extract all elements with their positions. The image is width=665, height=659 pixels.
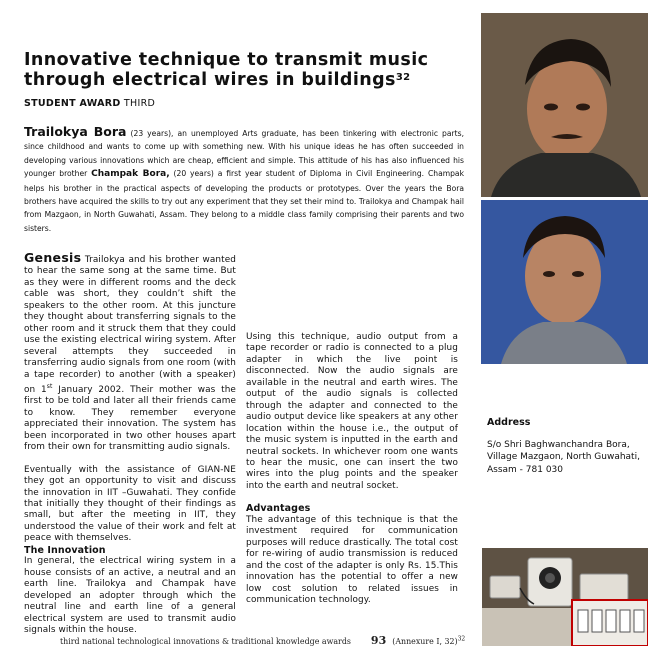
gian-paragraph: Eventually with the assistance of GIAN-NE they got an opportunity to visit and discuss the innovation in IIT –Guwahati. They confide that initially they thought of their findings as small, but after the meeting in IIT, they understood the value of their work and felt at peace with themselves.: [24, 464, 236, 544]
article-title: [24, 50, 464, 90]
intro-paragraph: [24, 125, 464, 235]
innovation-paragraph-2: Using this technique, audio output from a tape recorder or radio is connected to a plug adapter in which the live point is disconnected. Now the audio signals are available in the neutral and earth wires. The output of the audio signals is collected through the adapter and connected to the audio output device like speakers at any other location within the house i.e., the output of the music system is inputted in the earth and neutral sockets. In whichever room one wants to hear the music, one can insert the two wires into the plug points and the speaker into the earth and neutral socket.: [246, 332, 458, 491]
genesis-paragraph: [24, 252, 236, 454]
portrait-photo-champak: [481, 200, 648, 364]
title-reference: 32: [395, 72, 411, 83]
advantages-paragraph: The advantage of this technique is that the investment required for communication purposes will reduce drastically. The total cost for re-wiring of audio transmission is reduced and the cost of the adapter is only Rs. 15.This innovation has the potential to offer a new low cost solution to related issues in communication technology.: [246, 514, 458, 605]
annexure-sup: 32: [457, 635, 466, 643]
innovation-heading: The Innovation: [24, 544, 106, 556]
address-block: [487, 417, 647, 476]
innovation-paragraph-1: In general, the electrical wiring system in a house consists of an active, a neutral and an earth line. Trailokya and Champak have developed an adopter through which the neutral line and earth line of a general electrical system are used to transmit audio signals within the house.: [24, 556, 236, 636]
advantages-heading: Advantages: [246, 503, 311, 515]
device-photo: [482, 548, 648, 646]
intro-text-1: (23 years), an unemployed Arts graduate, has been tinkering with electronic parts, since childhood and wants to come up with something new. With his unique ideas he has often succeeded in developing various innovations which are cheap, efficient and simple. This attitude of his has also influenced his younger brother: [24, 129, 465, 179]
genesis-heading: Genesis: [24, 250, 82, 265]
ordinal-suffix: st: [46, 382, 53, 390]
annexure-ref: (Annexure I, 32): [392, 637, 458, 646]
innovator-name: Trailokya Bora: [24, 124, 127, 139]
column-left: [24, 252, 236, 636]
portrait-photo-trailokya: [481, 13, 648, 197]
page-number: 93: [370, 634, 387, 647]
device-illustration: [482, 548, 648, 646]
article-title-text: Innovative technique to transmit music through electrical wires in buildings: [24, 50, 429, 90]
award-label: STUDENT AWARD: [24, 98, 121, 109]
portrait-illustration: [481, 200, 648, 364]
genesis-text-a: Trailokya and his brother wanted to hear the same song at the same time. But as they were in different rooms and the deck cable was short, they couldn’t shift the speakers to the other room. At this juncture they thought about transferring signals to the other room and it struck them that they could use the existing electrical wiring system. After several attempts they succeeded in transferring audio signals from one room (with a tape recorder) to another (with a speaker) on 1: [24, 255, 236, 395]
address-text: S/o Shri Baghwanchandra Bora, Village Mazgaon, North Guwahati, Assam - 781 030: [487, 440, 640, 475]
column-right: [246, 252, 458, 606]
footer-caption: third national technological innovations & traditional knowledge awards: [60, 637, 351, 646]
portrait-illustration: [481, 13, 648, 197]
genesis-text-b: January 2002. Their mother was the first to be told and later all their friends came to know. They remember everyone appreciated their innovation. The system has been incorporated in two other houses apart from their own for transmitting audio signals.: [24, 384, 236, 453]
page-footer: [60, 634, 465, 647]
award-line: [24, 98, 155, 109]
award-rank: THIRD: [123, 98, 156, 109]
intro-text-2: (20 years) a first year student of Diploma in Civil Engineering. Champak helps his brother in the practical aspects of developing the products or prototypes. Over the years the Bora brothers have acquired the skills to try out any experiment that they set their mind to. Trailokya and Champak hail from Mazgaon, in North Guwahati, Assam. They belong to a middle class family comprising their parents and two sisters.: [24, 169, 464, 233]
address-heading: Address: [487, 417, 531, 428]
brother-name: Champak Bora,: [91, 169, 170, 180]
